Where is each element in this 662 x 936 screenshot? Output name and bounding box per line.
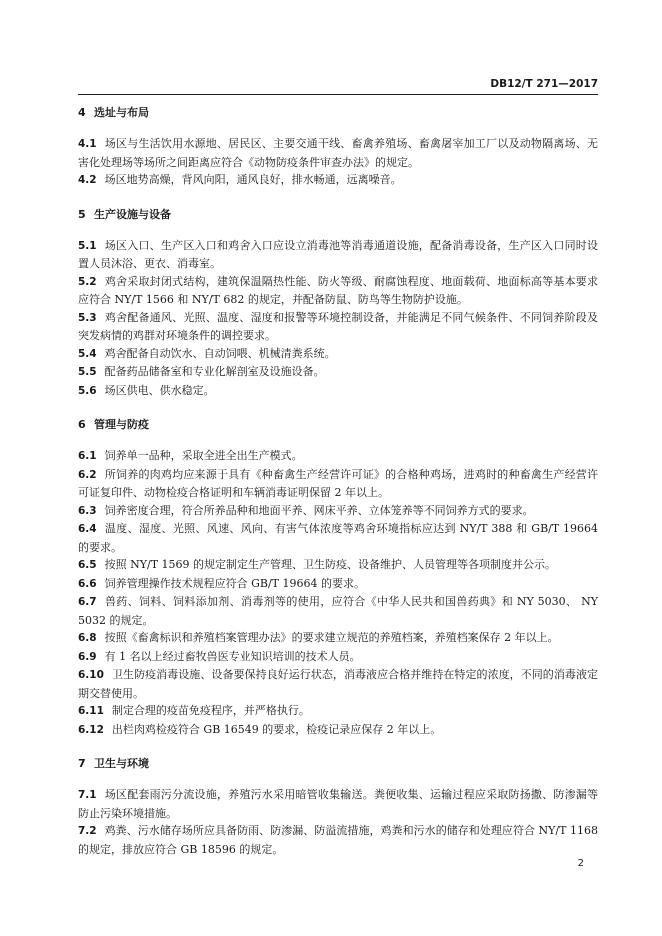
clause-number: 6.5 xyxy=(78,559,97,571)
section-title: 选址与布局 xyxy=(94,106,149,119)
clause-number: 6.7 xyxy=(78,596,97,608)
clause-number: 7.2 xyxy=(78,825,97,837)
clause-number: 6.10 xyxy=(78,669,104,681)
clause-number: 4.2 xyxy=(78,174,97,186)
clause-paragraph xyxy=(78,345,598,364)
clause-text: 场区地势高燥，背风向阳，通风良好，排水畅通，远离噪音。 xyxy=(104,173,402,186)
section-heading xyxy=(78,105,598,121)
section-spacer xyxy=(78,190,598,207)
clause-number: 6.3 xyxy=(78,504,97,517)
clause-paragraph xyxy=(78,556,598,575)
section-spacer xyxy=(78,739,598,756)
clause-text: 场区配套雨污分流设施，养殖污水采用暗管收集输送。粪便收集、运输过程应采取防扬撒、防渗漏等防止污染环境措施。 xyxy=(78,788,598,820)
section-number: 4 xyxy=(78,106,86,119)
clause-text: 场区入口、生产区入口和鸡舍入口应设立消毒池等消毒通道设施，配备消毒设备，生产区入口同时设置人员沐浴、更衣、消毒室。 xyxy=(78,238,598,270)
section-number: 7 xyxy=(78,757,86,770)
clause-number: 7.1 xyxy=(78,789,97,801)
clause-number: 6.11 xyxy=(78,705,104,717)
clause-number: 6.4 xyxy=(78,523,97,535)
clause-text: 温度、湿度、光照、风速、风向、有害气体浓度等鸡舍环境指标应达到 NY/T 388 和 GB/T 19664 的要求。 xyxy=(78,522,598,554)
section-heading xyxy=(78,417,598,433)
clause-text: 饲养单一品种，采取全进全出生产模式。 xyxy=(104,449,303,462)
clause-text: 卫生防疫消毒设施、设备要保持良好运行状态，消毒液应合格并维持在特定的浓度，不同的消毒液定期交替使用。 xyxy=(78,668,598,700)
clause-paragraph xyxy=(78,502,598,521)
clause-text: 所饲养的肉鸡均应来源于具有《种畜禽生产经营许可证》的合格种鸡场，进鸡时的种畜禽生产经营许可证复印件、动物检疫合格证明和车辆消毒证明保留 2 年以上。 xyxy=(78,467,598,499)
clause-paragraph xyxy=(78,237,598,273)
clause-paragraph xyxy=(78,822,598,858)
clause-number: 6.6 xyxy=(78,577,97,590)
clause-text: 饲养密度合理，符合所养品种和地面平养、网床平养、立体笼养等不同饲养方式的要求。 xyxy=(104,503,534,517)
clause-paragraph xyxy=(78,786,598,822)
clause-text: 出栏肉鸡检疫符合 GB 16549 的要求，检疫记录应保存 2 年以上。 xyxy=(111,722,442,736)
header-divider xyxy=(78,94,598,95)
clause-paragraph xyxy=(78,135,598,171)
clause-text: 有 1 名以上经过畜牧兽医专业知识培训的技术人员。 xyxy=(104,649,361,663)
clause-number: 5.6 xyxy=(78,384,97,397)
clause-text: 鸡舍采取封闭式结构，建筑保温隔热性能、防火等级、耐腐蚀程度、地面载荷、地面标高等基本要求应符合 NY/T 1566 和 NY/T 682 的规定，并配备防鼠、防鸟等生物防护设施。 xyxy=(78,274,598,306)
section-6 xyxy=(78,417,598,739)
clause-paragraph xyxy=(78,629,598,648)
clause-paragraph xyxy=(78,520,598,556)
section-number: 6 xyxy=(78,418,86,431)
clause-text: 配备药品储备室和专业化解剖室及设施设备。 xyxy=(104,365,325,378)
clause-paragraph xyxy=(78,363,598,382)
clause-number: 6.12 xyxy=(78,723,104,736)
section-number: 5 xyxy=(78,207,86,221)
section-7 xyxy=(78,756,598,858)
clause-text: 鸡粪、污水储存场所应具备防雨、防渗漏、防溢流措施，鸡粪和污水的储存和处理应符合 NY/T 1168 的规定，排放应符合 GB 18596 的规定。 xyxy=(78,824,598,856)
clause-text: 场区供电、供水稳定。 xyxy=(104,383,215,397)
clause-paragraph xyxy=(78,575,598,594)
section-spacer xyxy=(78,400,598,417)
clause-number: 6.1 xyxy=(78,450,97,462)
clause-paragraph xyxy=(78,666,598,702)
clause-paragraph xyxy=(78,447,598,466)
clause-text: 鸡舍配备自动饮水、自动饲喂、机械清粪系统。 xyxy=(104,346,336,360)
clause-number: 5.4 xyxy=(78,347,97,360)
clause-paragraph xyxy=(78,171,598,190)
standard-code: DB12/T 271—2017 xyxy=(490,78,598,90)
clause-number: 6.9 xyxy=(78,650,97,663)
section-title: 管理与防疫 xyxy=(94,418,149,431)
clause-text: 按照《畜禽标识和养殖档案管理办法》的要求建立规范的养殖档案，养殖档案保存 2 年以上。 xyxy=(104,631,559,644)
section-title: 生产设施与设备 xyxy=(94,207,171,221)
clause-number: 5.1 xyxy=(78,239,97,252)
clause-number: 5.3 xyxy=(78,311,97,324)
clause-text: 兽药、饲料、饲料添加剂、消毒剂等的使用，应符合《中华人民共和国兽药典》和 NY 5030、 NY 5032 的规定。 xyxy=(78,595,598,627)
page-number: 2 xyxy=(577,858,584,869)
section-5 xyxy=(78,207,598,401)
clause-text: 制定合理的疫苗免疫程序，并严格执行。 xyxy=(111,704,310,717)
clause-text: 鸡舍配备通风、光照、温度、湿度和报警等环境控制设备，并能满足不同气候条件、不同饲养阶段及突发病情的鸡群对环境条件的调控要求。 xyxy=(78,310,598,342)
section-4 xyxy=(78,105,598,190)
clause-paragraph xyxy=(78,593,598,629)
clause-paragraph xyxy=(78,309,598,345)
document-body xyxy=(78,105,598,858)
clause-number: 5.5 xyxy=(78,366,97,378)
clause-text: 按照 NY/T 1569 的规定制定生产管理、卫生防疫、设备维护、人员管理等各项制度并公示。 xyxy=(104,558,557,571)
clause-paragraph xyxy=(78,648,598,667)
section-heading xyxy=(78,756,598,772)
clause-paragraph xyxy=(78,702,598,721)
section-heading xyxy=(78,207,598,223)
clause-number: 4.1 xyxy=(78,138,97,150)
clause-paragraph xyxy=(78,466,598,502)
clause-text: 饲养管理操作技术规程应符合 GB/T 19664 的要求。 xyxy=(104,576,366,590)
clause-number: 6.2 xyxy=(78,468,97,481)
clause-number: 6.8 xyxy=(78,632,97,644)
clause-text: 场区与生活饮用水源地、居民区、主要交通干线、畜禽养殖场、畜禽屠宰加工厂以及动物隔离场、无害化处理场等场所之间距离应符合《动物防疫条件审查办法》的规定。 xyxy=(78,137,598,169)
section-title: 卫生与环境 xyxy=(94,757,149,770)
clause-paragraph xyxy=(78,273,598,309)
clause-paragraph xyxy=(78,382,598,401)
clause-paragraph xyxy=(78,721,598,740)
clause-number: 5.2 xyxy=(78,275,97,288)
